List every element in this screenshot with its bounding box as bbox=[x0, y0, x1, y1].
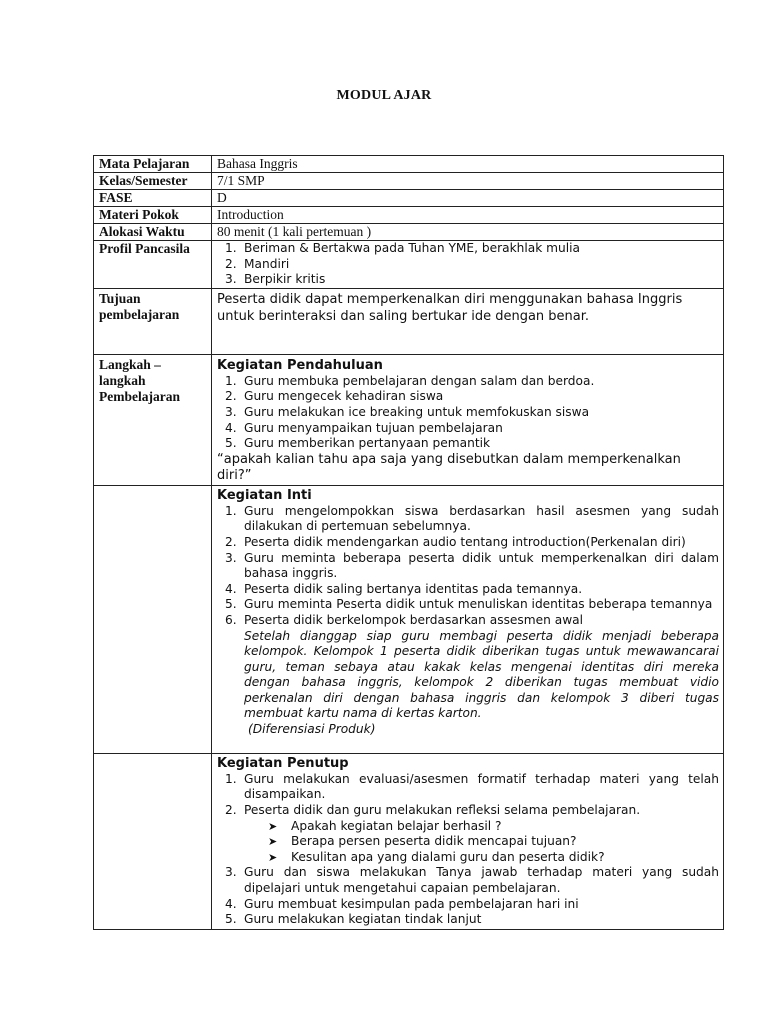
value-cell: Introduction bbox=[212, 207, 724, 224]
value-cell bbox=[212, 753, 724, 929]
label-cell: Tujuan pembelajaran bbox=[94, 288, 212, 354]
list-item: 3. Guru meminta beberapa peserta didik untuk memperkenalkan diri dalam bahasa inggris. bbox=[225, 550, 719, 581]
row-fase bbox=[94, 190, 724, 207]
label-cell-empty bbox=[94, 753, 212, 929]
list-item: ➤ Berapa persen peserta didik mencapai tujuan? bbox=[268, 834, 577, 849]
arrow-bullet-icon: ➤ bbox=[268, 835, 278, 849]
value-cell: Bahasa Inggris bbox=[212, 156, 724, 173]
list-item: 2. Guru mengecek kehadiran siswa bbox=[225, 389, 444, 404]
value-cell bbox=[212, 485, 724, 753]
label-cell: Materi Pokok bbox=[94, 207, 212, 224]
arrow-bullet-icon: ➤ bbox=[268, 819, 278, 833]
pendahuluan-list bbox=[217, 374, 719, 452]
label-cell: Mata Pelajaran bbox=[94, 156, 212, 173]
differentiation-note: Setelah dianggap siap guru membagi peserta didik menjadi beberapa kelompok. Kelompok 1 peserta didik diberikan tugas untuk mewawancarai guru, teman sebaya atau kakak kelas mengenai identitas diri mereka dengan bahasa inggris, kelompok 2 diberikan tugas membuat vidio perkenalan diri dengan bahasa inggris dan kelompok 3 diberi tugas membuat kartu nama di kertas karton. bbox=[244, 628, 719, 721]
row-alokasi-waktu bbox=[94, 224, 724, 241]
list-item: 4. Peserta didik saling bertanya identitas pada temannya. bbox=[225, 581, 583, 596]
value-cell bbox=[212, 288, 724, 354]
list-item: 6. Peserta didik berkelompok berdasarkan assesmen awal bbox=[225, 612, 584, 627]
list-item: 1. Guru mengelompokkan siswa berdasarkan hasil asesmen yang sudah dilakukan di pertemuan sebelumnya. bbox=[225, 503, 719, 534]
list-item: 5. Guru melakukan kegiatan tindak lanjut bbox=[225, 912, 482, 927]
inti-list bbox=[217, 504, 719, 629]
section-heading: Kegiatan Pendahuluan bbox=[217, 357, 383, 373]
reflection-questions bbox=[217, 819, 719, 866]
value-cell bbox=[212, 354, 724, 485]
list-item: 1. Guru melakukan evaluasi/asesmen formatif terhadap materi yang telah disampaikan. bbox=[225, 771, 719, 802]
row-profil-pancasila bbox=[94, 241, 724, 289]
list-item: 5. Guru memberikan pertanyaan pemantik bbox=[225, 436, 491, 451]
differentiation-tag: (Diferensiasi Produk) bbox=[248, 722, 376, 737]
value-cell: D bbox=[212, 190, 724, 207]
list-item: 3. Guru dan siswa melakukan Tanya jawab terhadap materi yang sudah dipelajari untuk mengetahui capaian pembelajaran. bbox=[225, 865, 719, 895]
label-cell-empty bbox=[94, 485, 212, 753]
arrow-bullet-icon: ➤ bbox=[268, 850, 278, 864]
row-pendahuluan bbox=[94, 354, 724, 485]
pemantik-question: “apakah kalian tahu apa saja yang disebutkan dalam memperkenalkan diri?” bbox=[217, 451, 681, 483]
row-materi-pokok bbox=[94, 207, 724, 224]
penutup-list bbox=[217, 772, 719, 819]
row-inti bbox=[94, 485, 724, 753]
list-item: 5. Guru meminta Peserta didik untuk menuliskan identitas beberapa temannya bbox=[225, 597, 713, 612]
section-heading: Kegiatan Penutup bbox=[217, 755, 349, 771]
row-penutup bbox=[94, 753, 724, 929]
row-tujuan bbox=[94, 288, 724, 354]
document-title: MODUL AJAR bbox=[336, 88, 432, 103]
list-item: 4. Guru menyampaikan tujuan pembelajaran bbox=[225, 420, 503, 435]
section-heading: Kegiatan Inti bbox=[217, 487, 312, 503]
list-item: 4. Guru membuat kesimpulan pada pembelajaran hari ini bbox=[225, 896, 579, 911]
label-cell: Langkah – langkah Pembelajaran bbox=[94, 354, 212, 485]
tujuan-text: Peserta didik dapat memperkenalkan diri menggunakan bahasa Inggris untuk berinteraksi dan saling bertukar ide dengan benar. bbox=[217, 291, 683, 324]
list-item: ➤ Kesulitan apa yang dialami guru dan peserta didik? bbox=[268, 849, 605, 864]
value-cell: 7/1 SMP bbox=[212, 173, 724, 190]
profil-list bbox=[217, 241, 719, 288]
label-cell: Profil Pancasila bbox=[94, 241, 212, 289]
value-cell: 80 menit (1 kali pertemuan ) bbox=[212, 224, 724, 241]
list-item: 2. Mandiri bbox=[225, 256, 290, 271]
list-item: 1. Guru membuka pembelajaran dengan salam dan berdoa. bbox=[225, 373, 595, 388]
list-item: 3. Berpikir kritis bbox=[225, 272, 326, 287]
value-cell bbox=[212, 241, 724, 289]
modul-table bbox=[93, 155, 724, 930]
list-item: 3. Guru melakukan ice breaking untuk memfokuskan siswa bbox=[225, 404, 590, 419]
label-cell: Alokasi Waktu bbox=[94, 224, 212, 241]
list-item: 1. Beriman & Bertakwa pada Tuhan YME, berakhlak mulia bbox=[225, 241, 580, 255]
label-cell: Kelas/Semester bbox=[94, 173, 212, 190]
row-kelas-semester bbox=[94, 173, 724, 190]
list-item: 2. Peserta didik mendengarkan audio tentang introduction(Perkenalan diri) bbox=[225, 534, 686, 549]
label-cell: FASE bbox=[94, 190, 212, 207]
row-mata-pelajaran bbox=[94, 156, 724, 173]
list-item: 2. Peserta didik dan guru melakukan refleksi selama pembelajaran. bbox=[225, 802, 641, 817]
penutup-list-continued bbox=[217, 865, 719, 927]
list-item: ➤ Apakah kegiatan belajar berhasil ? bbox=[268, 818, 502, 833]
